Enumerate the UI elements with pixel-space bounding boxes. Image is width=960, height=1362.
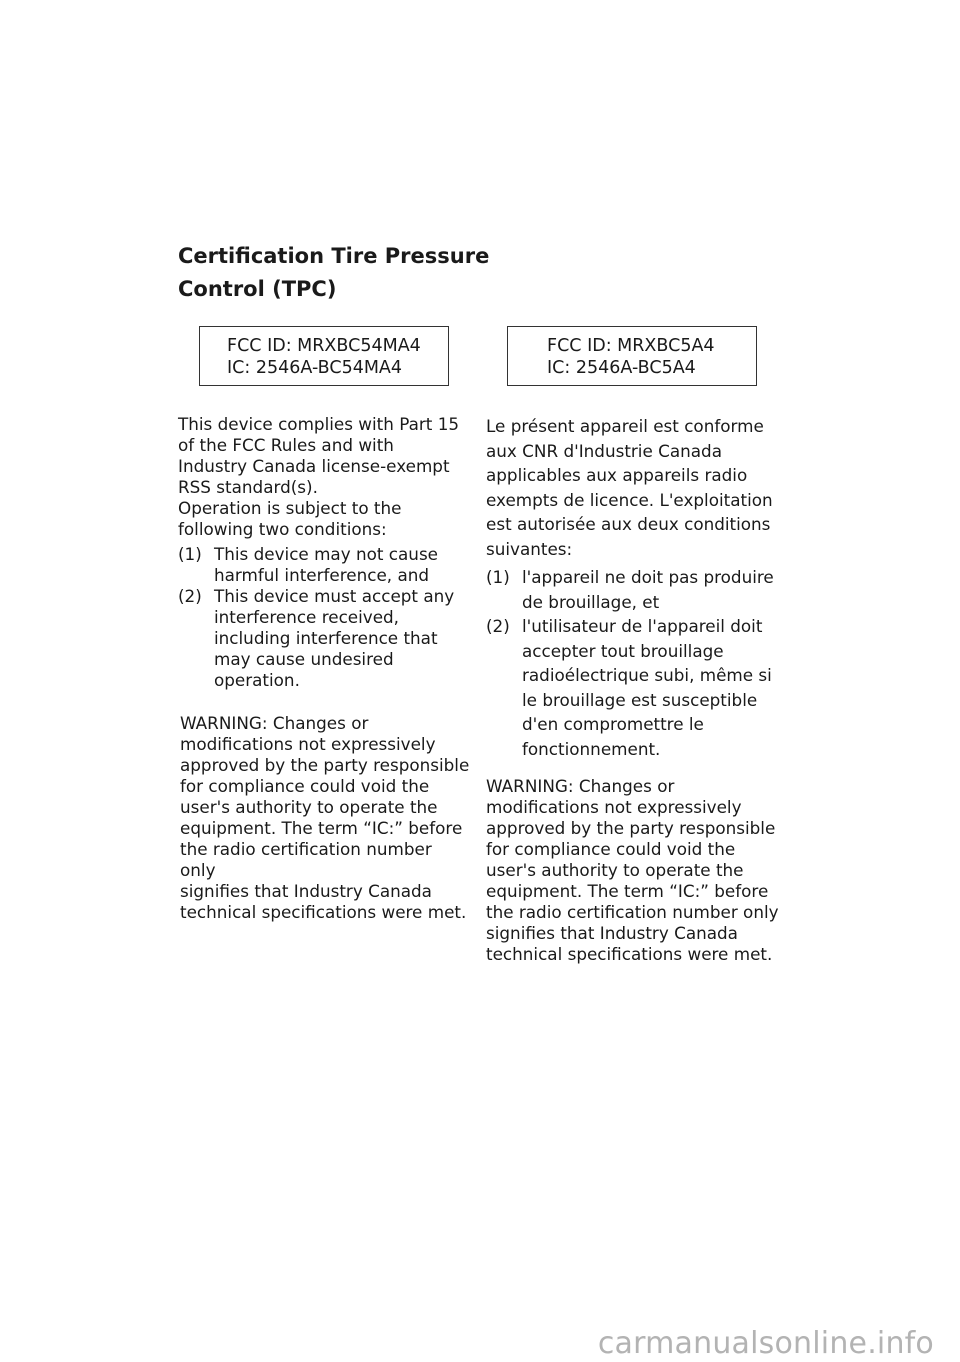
text-line: harmful interference, and	[214, 565, 430, 585]
condition-number: (1)	[486, 567, 510, 587]
text-line: aux CNR d'Industrie Canada	[486, 440, 722, 461]
text-line: radioélectrique subi, même si	[522, 665, 772, 685]
text-line: RSS standard(s).	[178, 477, 318, 497]
condition-number: (2)	[486, 616, 510, 636]
text-line: the radio certification number only	[180, 839, 432, 880]
text-line: including interference that	[214, 628, 438, 648]
title-line-2: Control (TPC)	[178, 277, 337, 301]
warning-english-left	[180, 713, 470, 923]
text-line: may cause undesired	[214, 649, 394, 669]
text-line: the radio certification number only	[486, 902, 779, 922]
text-line: modifications not expressively	[180, 734, 436, 754]
text-line: accepter tout brouillage	[522, 640, 724, 661]
text-line: user's authority to operate the	[486, 860, 744, 880]
text-line: equipment. The term “IC:” before	[486, 881, 769, 901]
text-line: This device may not cause	[214, 544, 439, 564]
watermark: carmanualsonline.info	[597, 1326, 934, 1361]
condition-item	[178, 586, 468, 691]
french-column	[486, 414, 786, 761]
fcc-id: FCC ID: MRXBC5A4	[547, 336, 715, 356]
text-line: of the FCC Rules and with	[178, 435, 394, 455]
text-line: WARNING: Changes or	[180, 713, 369, 733]
warning-english-right	[486, 776, 786, 965]
text-line: de brouillage, et	[522, 591, 660, 612]
text-line: le brouillage est susceptible	[522, 689, 758, 710]
text-line: l'appareil ne doit pas produire	[522, 567, 774, 587]
text-line: for compliance could void the	[486, 839, 736, 859]
text-line: est autorisée aux deux conditions	[486, 514, 771, 534]
condition-number: (2)	[178, 586, 202, 606]
text-line: applicables aux appareils radio	[486, 465, 748, 485]
french-intro	[486, 414, 786, 561]
id-label-box-right	[507, 326, 757, 386]
text-line: exempts de licence. L'exploitation	[486, 489, 773, 510]
text-line: signifies that Industry Canada	[486, 923, 738, 943]
page-title	[178, 240, 498, 306]
condition-item	[486, 565, 786, 614]
english-intro	[178, 414, 468, 540]
ic-id: IC: 2546A-BC5A4	[547, 358, 696, 378]
text-line: modifications not expressively	[486, 797, 742, 817]
text-line: d'en compromettre le	[522, 714, 704, 734]
text-line: technical specifications were met.	[180, 902, 467, 922]
text-line: signifies that Industry Canada	[180, 881, 432, 901]
text-line: technical specifications were met.	[486, 944, 773, 964]
text-line: Industry Canada license-exempt	[178, 456, 450, 476]
text-line: approved by the party responsible	[486, 818, 776, 838]
text-line: for compliance could void the	[180, 776, 430, 796]
text-line: This device complies with Part 15	[178, 414, 460, 434]
text-line: operation.	[214, 670, 300, 690]
id-label-box-left	[199, 326, 449, 386]
text-line: fonctionnement.	[522, 738, 661, 759]
text-line: This device must accept any	[214, 586, 455, 606]
condition-item	[178, 544, 468, 586]
text-line: Le présent appareil est conforme	[486, 416, 764, 436]
condition-number: (1)	[178, 544, 202, 564]
text-line: WARNING: Changes or	[486, 776, 675, 796]
text-line: following two conditions:	[178, 519, 387, 539]
ic-id: IC: 2546A-BC54MA4	[227, 358, 403, 378]
text-line: Operation is subject to the	[178, 498, 402, 518]
text-line: suivantes:	[486, 538, 573, 559]
title-line-1: Certification Tire Pressure	[178, 244, 490, 268]
condition-item	[486, 614, 786, 761]
text-line: approved by the party responsible	[180, 755, 470, 775]
text-line: l'utilisateur de l'appareil doit	[522, 616, 763, 636]
fcc-id: FCC ID: MRXBC54MA4	[227, 336, 421, 356]
text-line: interference received,	[214, 607, 400, 627]
text-line: equipment. The term “IC:” before	[180, 818, 463, 838]
english-column	[178, 414, 468, 691]
text-line: user's authority to operate the	[180, 797, 438, 817]
